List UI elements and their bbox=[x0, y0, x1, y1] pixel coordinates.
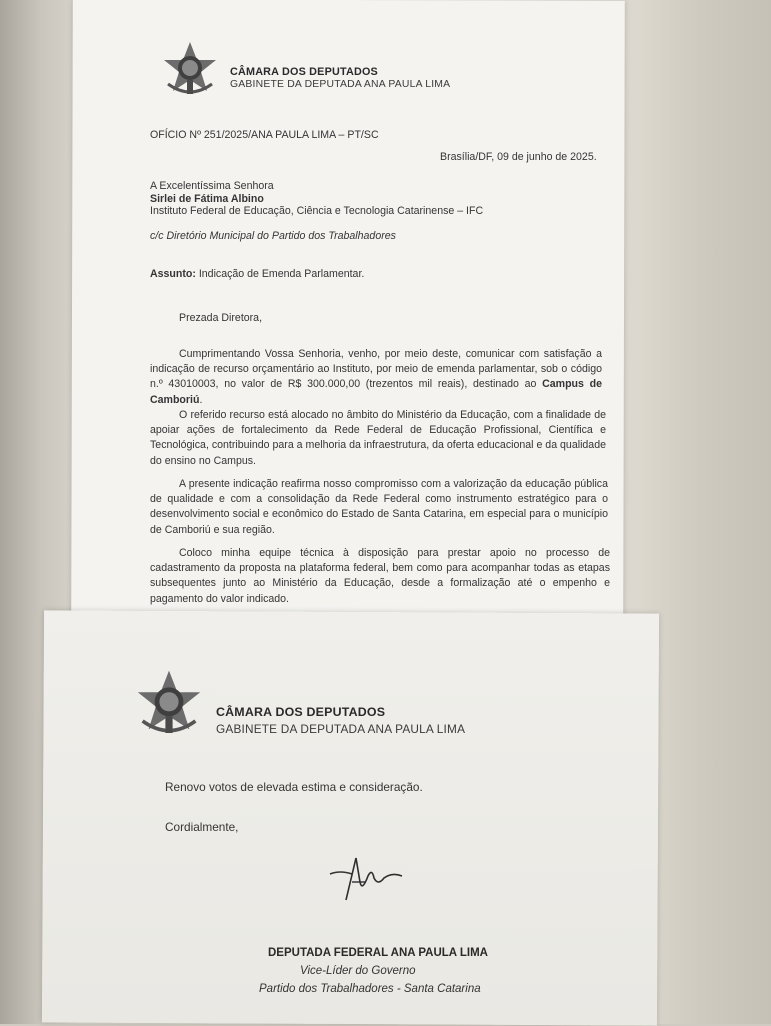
office-subtitle: GABINETE DA DEPUTADA ANA PAULA LIMA bbox=[216, 722, 466, 736]
paragraph-1: Cumprimentando Vossa Senhoria, venho, por meio deste, comunicar com satisfação a indicação de recurso orçamentário ao Instituto, por meio de emenda parlamentar, sob o código n.º 43010003, no valor de R$ 300.000,00 (trezentos mil reais), destinado ao Campus de Camboriú. bbox=[150, 348, 602, 406]
paragraph-2: O referido recurso está alocado no âmbito do Ministério da Educação, com a finalidade de apoiar ações de fortalecimento da Rede Federal de Educação Profissional, Científica e Tecnológica, contribuindo para a melhoria da infraestrutura, da oferta educacional e da qualidade do ensino no Campus. bbox=[150, 409, 606, 467]
paragraph-3: A presente indicação reafirma nosso compromisso com a valorização da educação pública de qualidade e com a consolidação da Rede Federal como instrumento estratégico para o desenvolvimento social e econômico do Estado de Santa Catarina, em especial para o município de Camboriú e sua região. bbox=[150, 478, 608, 536]
recipient-name: Sirlei de Fátima Albino bbox=[150, 193, 264, 205]
signatory-name: DEPUTADA FEDERAL ANA PAULA LIMA bbox=[268, 947, 488, 959]
chamber-title: CÂMARA DOS DEPUTADOS bbox=[230, 66, 378, 78]
carbon-copy: c/c Diretório Municipal do Partido dos Trabalhadores bbox=[150, 230, 396, 242]
greeting: Prezada Diretora, bbox=[179, 312, 263, 324]
subject-text: Indicação de Emenda Parlamentar. bbox=[195, 268, 365, 280]
subject-line bbox=[150, 267, 364, 282]
handwritten-signature bbox=[326, 852, 406, 909]
paragraph-4: Coloco minha equipe técnica à disposição para prestar apoio no processo de cadastramento da proposta na plataforma federal, bem como para acompanhar todas as etapas subsequentes junto ao Ministério da Educação, desde a formalização até o empenho e pagamento do valor indicado. bbox=[150, 547, 610, 605]
chamber-title: CÂMARA DOS DEPUTADOS bbox=[216, 705, 386, 719]
coat-of-arms-icon bbox=[160, 40, 220, 98]
regards: Cordialmente, bbox=[165, 820, 239, 834]
signatory-role: Vice-Líder do Governo bbox=[300, 965, 416, 977]
place-date: Brasília/DF, 09 de junho de 2025. bbox=[440, 151, 597, 163]
recipient-institution: Instituto Federal de Educação, Ciência e Tecnologia Catarinense – IFC bbox=[150, 205, 484, 217]
recipient-salutation: A Excelentíssima Senhora bbox=[150, 180, 274, 192]
campus-name: Campus de Camboriú bbox=[150, 378, 602, 406]
signatory-party: Partido dos Trabalhadores - Santa Catarina bbox=[259, 983, 481, 995]
letter-reference: OFÍCIO Nº 251/2025/ANA PAULA LIMA – PT/SC bbox=[150, 129, 379, 141]
closing-line: Renovo votos de elevada estima e consideração. bbox=[165, 780, 423, 794]
office-subtitle: GABINETE DA DEPUTADA ANA PAULA LIMA bbox=[230, 79, 451, 90]
coat-of-arms-icon bbox=[133, 668, 205, 738]
subject-label: Assunto: bbox=[150, 268, 196, 280]
